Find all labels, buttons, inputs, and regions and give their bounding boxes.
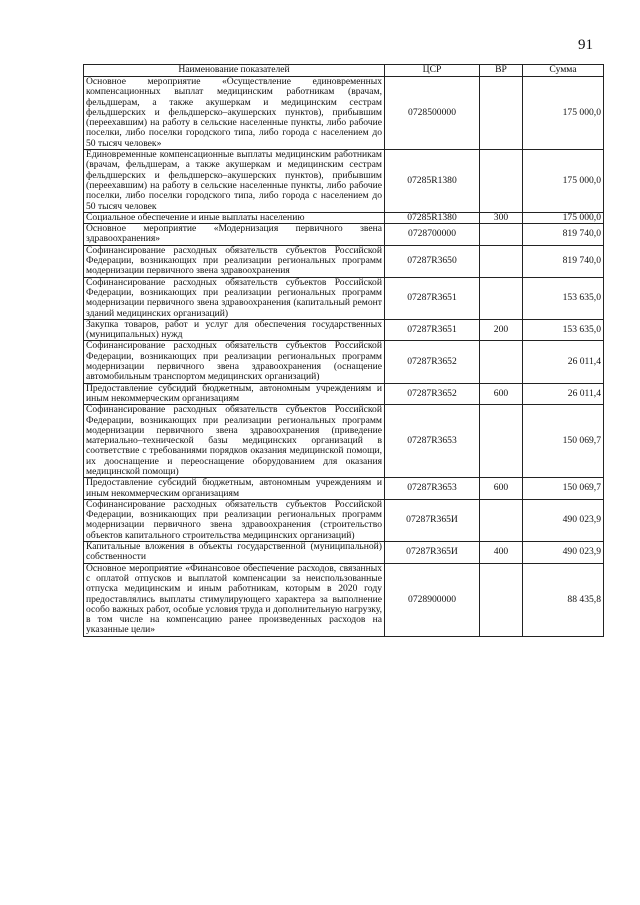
table-header-row	[84, 65, 604, 77]
row-vr-cell	[480, 245, 523, 277]
header-vr: ВР	[480, 65, 523, 77]
row-vr-cell	[480, 563, 523, 636]
row-csr-cell: 07287R3653	[385, 478, 480, 500]
table-row	[84, 150, 604, 213]
row-sum-cell: 153 635,0	[523, 319, 604, 341]
row-csr-cell: 07287R3652	[385, 383, 480, 405]
row-vr-cell	[480, 277, 523, 319]
row-vr-cell: 600	[480, 478, 523, 500]
table-row	[84, 563, 604, 636]
header-sum: Сумма	[523, 65, 604, 77]
row-csr-cell: 07287R3653	[385, 405, 480, 478]
row-vr-cell: 200	[480, 319, 523, 341]
row-name-cell: Капитальные вложения в объекты государственной (муниципальной) собственности	[84, 542, 385, 564]
table-row	[84, 405, 604, 478]
row-sum-cell: 819 740,0	[523, 245, 604, 277]
row-name-cell: Единовременные компенсационные выплаты медицинским работникам (врачам, фельдшерам, а также акушеркам и медицинским сестрам фельдшерских и фельдшерско–акушерских пунктов), прибывшим (переехавшим) на работу в сельские населенные пункты, либо рабочие поселки, либо поселки городского типа, либо города с населением до 50 тысяч человек	[84, 150, 385, 213]
table-row	[84, 319, 604, 341]
row-csr-cell: 07287R365И	[385, 542, 480, 564]
row-sum-cell: 153 635,0	[523, 277, 604, 319]
budget-table	[83, 64, 604, 637]
row-csr-cell: 07285R1380	[385, 150, 480, 213]
row-name-cell: Социальное обеспечение и иные выплаты населению	[84, 212, 385, 223]
row-name-cell: Софинансирование расходных обязательств субъектов Российской Федерации, возникающих при реализации региональных программ модернизации первичного звена здравоохранения	[84, 245, 385, 277]
row-sum-cell: 175 000,0	[523, 150, 604, 213]
row-name-cell: Основное мероприятие «Осуществление единовременных компенсационных выплат медицинским работникам (врачам, фельдшерам, а также акушеркам и медицинским сестрам фельдшерских и фельдшерско–акушерских пунктов), прибывшим (переехавшим) на работу в сельские населенные пункты, либо рабочие поселки, либо поселки городского типа, либо города с населением до 50 тысяч человек»	[84, 77, 385, 150]
row-sum-cell: 490 023,9	[523, 499, 604, 541]
table-row	[84, 478, 604, 500]
page-number: 91	[578, 37, 593, 53]
row-vr-cell: 300	[480, 212, 523, 223]
row-csr-cell: 07287R3650	[385, 245, 480, 277]
table-row	[84, 77, 604, 150]
table-row	[84, 212, 604, 223]
row-sum-cell: 150 069,7	[523, 405, 604, 478]
row-csr-cell: 07287R3651	[385, 319, 480, 341]
row-csr-cell: 0728500000	[385, 77, 480, 150]
row-vr-cell: 400	[480, 542, 523, 564]
row-vr-cell: 600	[480, 383, 523, 405]
row-vr-cell	[480, 150, 523, 213]
table-row	[84, 341, 604, 383]
row-name-cell: Софинансирование расходных обязательств субъектов Российской Федерации, возникающих при реализации региональных программ модернизации первичного звена здравоохранения (капитальный ремонт зданий медицинских организаций)	[84, 277, 385, 319]
row-sum-cell: 175 000,0	[523, 212, 604, 223]
table-row	[84, 383, 604, 405]
row-csr-cell: 0728900000	[385, 563, 480, 636]
row-csr-cell: 07287R3652	[385, 341, 480, 383]
table-body	[84, 77, 604, 637]
row-csr-cell: 07285R1380	[385, 212, 480, 223]
row-name-cell: Закупка товаров, работ и услуг для обеспечения государственных (муниципальных) нужд	[84, 319, 385, 341]
table-row	[84, 245, 604, 277]
row-name-cell: Софинансирование расходных обязательств субъектов Российской Федерации, возникающих при реализации региональных программ модернизации первичного звена здравоохранения (приведение материально–технической базы медицинских организаций в соответствие с требованиями порядков оказания медицинской помощи, их дооснащение и переоснащение оборудованием для оказания медицинской помощи)	[84, 405, 385, 478]
row-sum-cell: 88 435,8	[523, 563, 604, 636]
row-vr-cell	[480, 499, 523, 541]
row-vr-cell	[480, 77, 523, 150]
table-row	[84, 499, 604, 541]
row-csr-cell: 07287R365И	[385, 499, 480, 541]
row-csr-cell: 0728700000	[385, 224, 480, 246]
row-sum-cell: 26 011,4	[523, 383, 604, 405]
row-sum-cell: 490 023,9	[523, 542, 604, 564]
row-name-cell: Предоставление субсидий бюджетным, автономным учреждениям и иным некоммерческим организациям	[84, 383, 385, 405]
row-sum-cell: 150 069,7	[523, 478, 604, 500]
row-sum-cell: 175 000,0	[523, 77, 604, 150]
table-row	[84, 224, 604, 246]
row-vr-cell	[480, 224, 523, 246]
table-row	[84, 542, 604, 564]
header-name: Наименование показателей	[84, 65, 385, 77]
row-name-cell: Предоставление субсидий бюджетным, автономным учреждениям и иным некоммерческим организациям	[84, 478, 385, 500]
header-csr: ЦСР	[385, 65, 480, 77]
row-vr-cell	[480, 405, 523, 478]
row-name-cell: Основное мероприятие «Финансовое обеспечение расходов, связанных с оплатой отпусков и выплатой компенсации за неиспользованные отпуска медицинским и иным работникам, которым в 2020 году предоставлялись выплаты стимулирующего характера за выполнение особо важных работ, особые условия труда и дополнительную нагрузку, в том числе на компенсацию ранее произведенных расходов на указанные цели»	[84, 563, 385, 636]
row-sum-cell: 819 740,0	[523, 224, 604, 246]
row-name-cell: Основное мероприятие «Модернизация первичного звена здравоохранения»	[84, 224, 385, 246]
table-row	[84, 277, 604, 319]
row-sum-cell: 26 011,4	[523, 341, 604, 383]
row-vr-cell	[480, 341, 523, 383]
row-name-cell: Софинансирование расходных обязательств субъектов Российской Федерации, возникающих при реализации региональных программ модернизации первичного звена здравоохранения (строительство объектов капитального строительства медицинских организаций)	[84, 499, 385, 541]
row-csr-cell: 07287R3651	[385, 277, 480, 319]
row-name-cell: Софинансирование расходных обязательств субъектов Российской Федерации, возникающих при реализации региональных программ модернизации первичного звена здравоохранения (оснащение автомобильным транспортом медицинских организаций)	[84, 341, 385, 383]
